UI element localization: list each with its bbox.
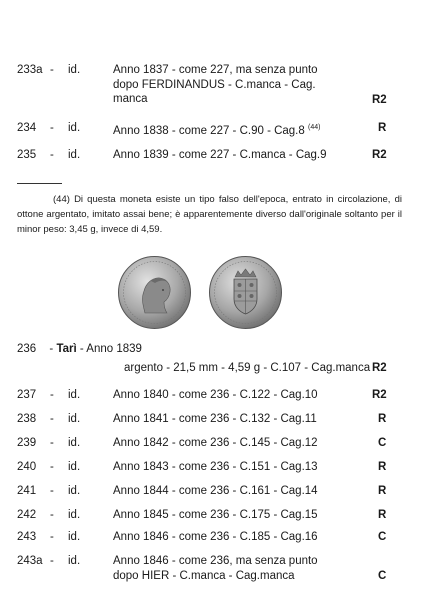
- entry-id: id.: [68, 437, 81, 449]
- entry-description: [113, 63, 363, 107]
- entry-number: 234: [17, 122, 37, 134]
- entry-number: 236: [17, 343, 37, 355]
- rarity-badge: R: [378, 122, 387, 134]
- entry-240: [0, 460, 423, 480]
- footnote-ref: (44): [307, 124, 321, 131]
- footnote-text: Di questa moneta esiste un tipo falso dell'epoca, entrato in circolazione, di ottone argentato, imitato assai bene; è apparentemente diverso dall'originale soltanto per il minor peso: 3,45 g, invece di 4,59.: [17, 194, 402, 235]
- entry-243: [0, 530, 423, 550]
- entry-number: 243a: [17, 555, 43, 567]
- entry-number: 240: [17, 461, 37, 473]
- entry-243a: [0, 554, 423, 590]
- entry-235: [0, 148, 423, 168]
- entry-number: 233a: [17, 64, 43, 76]
- entry-description: [113, 121, 363, 138]
- rarity-badge: C: [378, 437, 387, 449]
- entry-237: [0, 388, 423, 408]
- entry-236-specs: argento - 21,5 mm - 4,59 g - C.107 - Cag.manca: [124, 362, 371, 374]
- entry-dash: -: [50, 485, 54, 497]
- entry-description: Anno 1840 - come 236 - C.122 - Cag.10: [113, 389, 318, 401]
- entry-id: id.: [68, 64, 81, 76]
- entry-id: id.: [68, 531, 81, 543]
- rarity-badge: R: [378, 413, 387, 425]
- entry-number: 239: [17, 437, 37, 449]
- entry-number: 237: [17, 389, 37, 401]
- entry-description: Anno 1839 - come 227 - C.manca - Cag.9: [113, 149, 327, 161]
- entry-239: [0, 436, 423, 456]
- rarity-badge: R: [378, 509, 387, 521]
- entry-description-line: Anno 1837 - come 227, ma senza punto: [113, 64, 318, 76]
- entry-dash: -: [50, 389, 54, 401]
- entry-dash: -: [50, 437, 54, 449]
- entry-description-line: manca: [113, 93, 148, 105]
- entry-description: Anno 1843 - come 236 - C.151 - Cag.13: [113, 461, 318, 473]
- entry-dash: -: [50, 64, 54, 76]
- coin-obverse-portrait-icon: [117, 255, 192, 330]
- entry-dash: -: [50, 413, 54, 425]
- entry-description: Anno 1841 - come 236 - C.132 - Cag.11: [113, 413, 317, 425]
- entry-description: Anno 1846 - come 236 - C.185 - Cag.16: [113, 531, 318, 543]
- entry-242: [0, 508, 423, 528]
- entry-text: Anno 1838 - come 227 - C.90 - Cag.8: [113, 124, 305, 137]
- rarity-badge: R: [378, 461, 387, 473]
- footnote-divider: [17, 183, 62, 184]
- entry-233a: [0, 63, 423, 111]
- entry-number: 238: [17, 413, 37, 425]
- denomination-name: Tarì: [56, 343, 77, 355]
- entry-dash: -: [50, 555, 54, 567]
- entry-description-line: dopo HIER - C.manca - Cag.manca: [113, 569, 295, 582]
- entry-id: id.: [68, 461, 81, 473]
- coin-reverse-crowned-shield-icon: [208, 255, 283, 330]
- entry-236-header: [17, 343, 142, 355]
- entry-id: id.: [68, 413, 81, 425]
- rarity-badge: R2: [372, 94, 387, 106]
- entry-description: Anno 1844 - come 236 - C.161 - Cag.14: [113, 485, 318, 497]
- entry-dash: -: [50, 531, 54, 543]
- entry-id: id.: [68, 485, 81, 497]
- entry-dash: -: [50, 461, 54, 473]
- footnote: [17, 192, 402, 237]
- entry-dash: -: [50, 122, 54, 134]
- entry-id: id.: [68, 149, 81, 161]
- coin-images: [0, 255, 423, 335]
- rarity-badge: C: [378, 570, 387, 582]
- entry-number: 241: [17, 485, 37, 497]
- entry-id: id.: [68, 509, 81, 521]
- entry-dash: -: [49, 343, 54, 355]
- entry-dash: -: [50, 509, 54, 521]
- entry-number: 242: [17, 509, 37, 521]
- rarity-badge: C: [378, 531, 387, 543]
- entry-234: [0, 121, 423, 141]
- entry-description: [113, 554, 363, 583]
- coin-obverse-image: [117, 255, 192, 330]
- rarity-badge: R2: [372, 362, 387, 374]
- coin-reverse-image: [208, 255, 283, 330]
- entry-number: 243: [17, 531, 37, 543]
- entry-number: 235: [17, 149, 37, 161]
- entry-id: id.: [68, 122, 81, 134]
- rarity-badge: R2: [372, 389, 387, 401]
- footnote-marker: (44): [53, 194, 70, 205]
- entry-id: id.: [68, 555, 81, 567]
- entry-description: Anno 1842 - come 236 - C.145 - Cag.12: [113, 437, 318, 449]
- rarity-badge: R: [378, 485, 387, 497]
- entry-238: [0, 412, 423, 432]
- entry-description: Anno 1845 - come 236 - C.175 - Cag.15: [113, 509, 318, 521]
- entry-241: [0, 484, 423, 504]
- entry-description-line: dopo FERDINANDUS - C.manca - Cag.: [113, 78, 316, 91]
- entry-description-line: Anno 1846 - come 236, ma senza punto: [113, 555, 318, 567]
- entry-year: - Anno 1839: [79, 343, 142, 355]
- entry-id: id.: [68, 389, 81, 401]
- rarity-badge: R2: [372, 149, 387, 161]
- entry-dash: -: [50, 149, 54, 161]
